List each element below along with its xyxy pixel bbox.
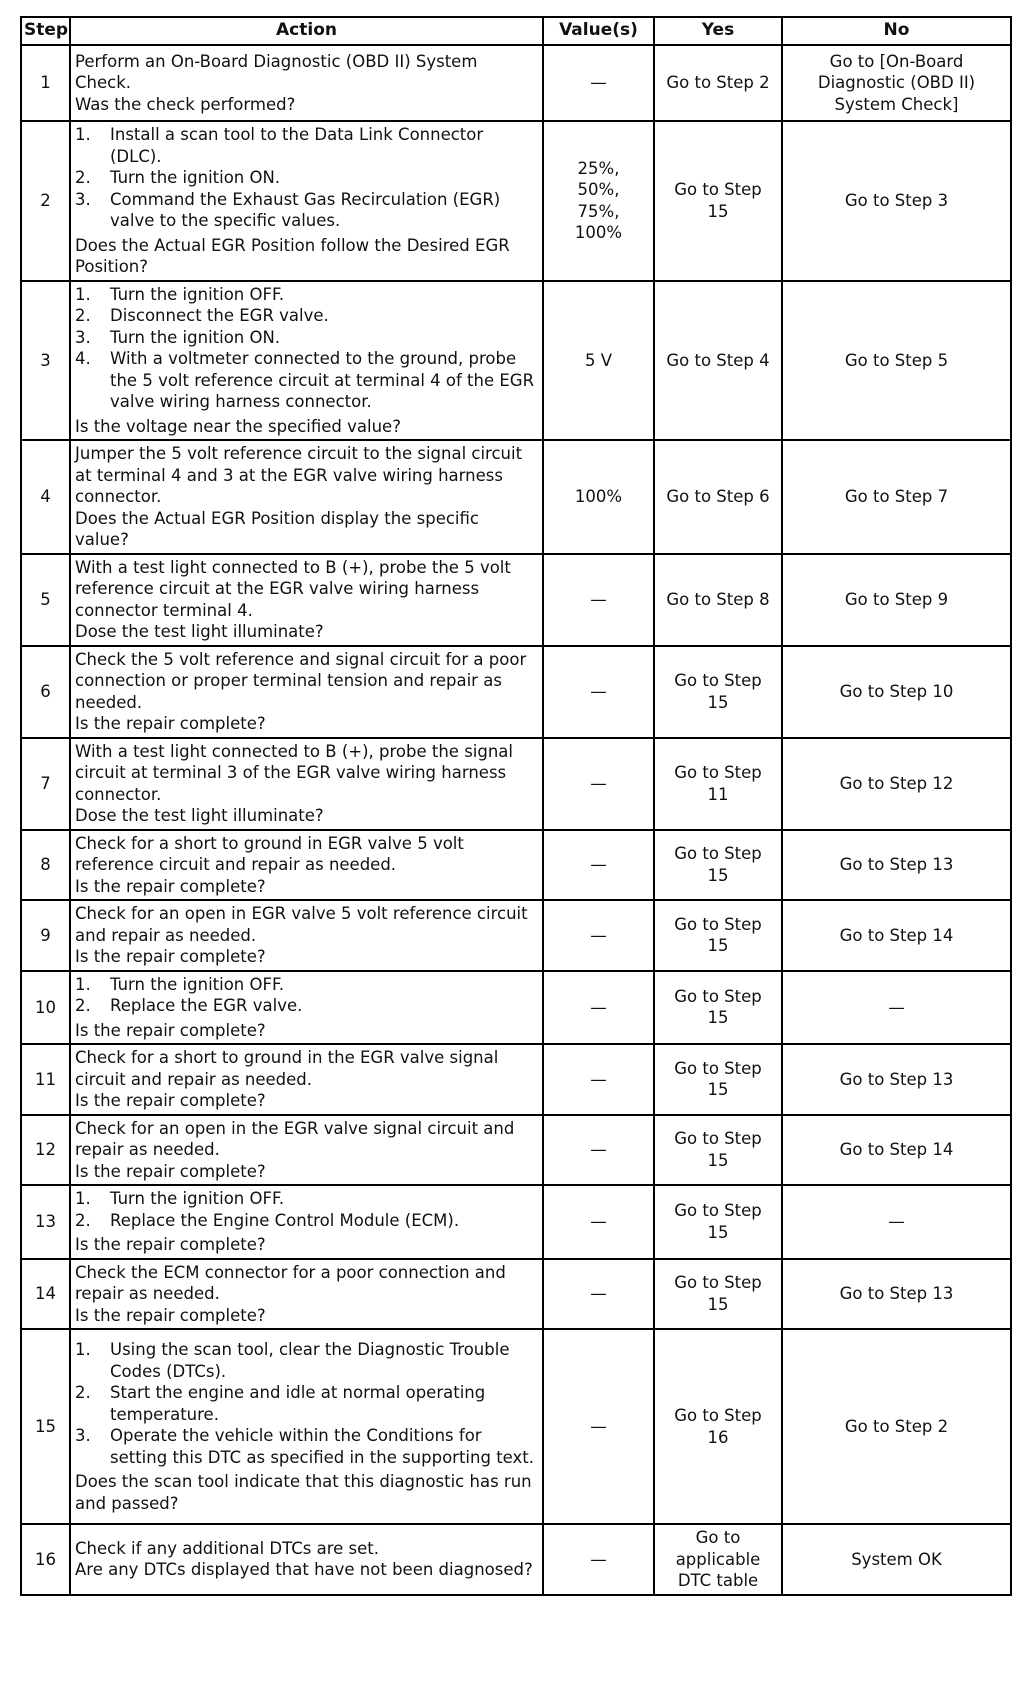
- value-cell: 100%: [543, 440, 654, 554]
- action-step-text: With a voltmeter connected to the ground, probe the 5 volt reference circuit at terminal 4 of the EGR valve wiring harness connector.: [110, 349, 535, 411]
- step-number: 4: [21, 440, 70, 554]
- action-steps-list: [75, 1339, 538, 1468]
- yes-cell: Go to Step 15: [654, 121, 782, 281]
- value-cell: —: [543, 900, 654, 971]
- no-cell: System OK: [782, 1524, 1011, 1595]
- action-cell: [70, 1115, 543, 1186]
- action-cell: [70, 121, 543, 281]
- action-cell: [70, 738, 543, 830]
- yes-cell: Go to applicable DTC table: [654, 1524, 782, 1595]
- yes-cell: Go to Step 16: [654, 1329, 782, 1524]
- no-cell: Go to Step 2: [782, 1329, 1011, 1524]
- action-step-number: 1.: [75, 125, 91, 144]
- action-step-item: [75, 167, 538, 189]
- action-question: Is the repair complete?: [75, 1020, 266, 1040]
- value-cell: 5 V: [543, 281, 654, 441]
- no-cell: —: [782, 971, 1011, 1045]
- value-cell: —: [543, 1259, 654, 1330]
- action-step-number: 2.: [75, 1383, 91, 1402]
- table-row: [21, 1185, 1011, 1259]
- action-step-text: Operate the vehicle within the Conditions for setting this DTC as specified in the supporting text.: [110, 1426, 535, 1467]
- action-question: Is the repair complete?: [75, 947, 266, 966]
- action-step-number: 1.: [75, 1340, 91, 1359]
- action-step-item: [75, 348, 538, 413]
- action-step-number: 2.: [75, 168, 91, 187]
- value-cell: —: [543, 1044, 654, 1115]
- yes-cell: Go to Step 11: [654, 738, 782, 830]
- action-question: Does the Actual EGR Position display the specific value?: [75, 508, 479, 549]
- table-row: [21, 45, 1011, 121]
- yes-cell: Go to Step 15: [654, 1115, 782, 1186]
- action-steps-list: [75, 1188, 538, 1231]
- action-question: Is the voltage near the specified value?: [75, 416, 401, 436]
- no-cell: Go to Step 13: [782, 1259, 1011, 1330]
- action-step-item: [75, 1425, 538, 1468]
- value-cell: —: [543, 646, 654, 738]
- table-row: [21, 1115, 1011, 1186]
- action-step-number: 1.: [75, 284, 91, 304]
- table-row: [21, 646, 1011, 738]
- table-header-row: [21, 17, 1011, 45]
- action-step-item: [75, 305, 538, 327]
- action-step-text: Turn the ignition ON.: [110, 168, 281, 187]
- action-text: With a test light connected to B (+), probe the 5 volt reference circuit at the EGR valve wiring harness connector terminal 4.: [75, 557, 511, 620]
- action-step-text: Using the scan tool, clear the Diagnostic Trouble Codes (DTCs).: [110, 1340, 510, 1381]
- diagnostic-table-page: [20, 16, 1010, 1596]
- no-cell: Go to Step 12: [782, 738, 1011, 830]
- action-text: Check for an open in EGR valve 5 volt reference circuit and repair as needed.: [75, 904, 528, 945]
- action-text: Check if any additional DTCs are set.: [75, 1538, 379, 1558]
- action-step-item: [75, 1382, 538, 1425]
- action-step-number: 4.: [75, 349, 91, 368]
- action-cell: [70, 1259, 543, 1330]
- table-row: [21, 1259, 1011, 1330]
- step-number: 9: [21, 900, 70, 971]
- action-text: Jumper the 5 volt reference circuit to the signal circuit at terminal 4 and 3 at the EGR valve wiring harness connector.: [75, 444, 523, 506]
- no-cell: Go to Step 14: [782, 1115, 1011, 1186]
- table-row: [21, 830, 1011, 901]
- action-step-item: [75, 189, 538, 232]
- header-values: Value(s): [543, 17, 654, 45]
- step-number: 14: [21, 1259, 70, 1330]
- value-cell: —: [543, 554, 654, 646]
- action-step-text: Turn the ignition ON.: [110, 327, 281, 347]
- action-cell: [70, 1044, 543, 1115]
- table-row: [21, 1524, 1011, 1595]
- action-question: Is the repair complete?: [75, 1305, 266, 1325]
- value-cell: —: [543, 1329, 654, 1524]
- action-cell: [70, 646, 543, 738]
- action-steps-list: [75, 124, 538, 232]
- yes-cell: Go to Step 15: [654, 830, 782, 901]
- no-cell: Go to Step 10: [782, 646, 1011, 738]
- table-row: [21, 281, 1011, 441]
- header-step: Step: [21, 17, 70, 45]
- step-number: 8: [21, 830, 70, 901]
- action-step-text: Turn the ignition OFF.: [110, 974, 285, 994]
- table-row: [21, 1329, 1011, 1524]
- step-number: 3: [21, 281, 70, 441]
- step-number: 15: [21, 1329, 70, 1524]
- value-cell: —: [543, 45, 654, 121]
- yes-cell: Go to Step 15: [654, 971, 782, 1045]
- header-action: Action: [70, 17, 543, 45]
- table-body: [21, 45, 1011, 1595]
- value-cell: 25%, 50%, 75%, 100%: [543, 121, 654, 281]
- table-row: [21, 1044, 1011, 1115]
- action-cell: [70, 1185, 543, 1259]
- no-cell: Go to Step 3: [782, 121, 1011, 281]
- no-cell: Go to Step 14: [782, 900, 1011, 971]
- action-question: Does the scan tool indicate that this diagnostic has run and passed?: [75, 1472, 532, 1513]
- value-cell: —: [543, 971, 654, 1045]
- action-question: Is the repair complete?: [75, 714, 266, 733]
- action-step-item: [75, 995, 538, 1017]
- action-step-item: [75, 1339, 538, 1382]
- header-yes: Yes: [654, 17, 782, 45]
- yes-cell: Go to Step 15: [654, 646, 782, 738]
- action-question: Dose the test light illuminate?: [75, 622, 324, 641]
- no-cell: —: [782, 1185, 1011, 1259]
- action-step-item: [75, 974, 538, 996]
- action-step-number: 2.: [75, 1210, 91, 1230]
- no-cell: Go to Step 7: [782, 440, 1011, 554]
- yes-cell: Go to Step 15: [654, 1185, 782, 1259]
- yes-cell: Go to Step 6: [654, 440, 782, 554]
- action-text: Check the 5 volt reference and signal circuit for a poor connection or proper terminal tension and repair as needed.: [75, 649, 527, 712]
- yes-cell: Go to Step 15: [654, 1044, 782, 1115]
- no-cell: Go to Step 5: [782, 281, 1011, 441]
- action-step-text: Start the engine and idle at normal operating temperature.: [110, 1383, 486, 1424]
- action-step-text: Disconnect the EGR valve.: [110, 306, 329, 325]
- step-number: 11: [21, 1044, 70, 1115]
- action-step-item: [75, 1188, 538, 1210]
- value-cell: —: [543, 1115, 654, 1186]
- diagnostic-table: [20, 16, 1012, 1596]
- value-cell: —: [543, 830, 654, 901]
- no-cell: Go to Step 13: [782, 830, 1011, 901]
- action-cell: [70, 440, 543, 554]
- action-step-text: Replace the Engine Control Module (ECM).: [110, 1210, 460, 1230]
- step-number: 1: [21, 45, 70, 121]
- action-text: Perform an On-Board Diagnostic (OBD II) System Check.: [75, 51, 478, 93]
- action-cell: [70, 45, 543, 121]
- action-step-text: Install a scan tool to the Data Link Connector (DLC).: [110, 125, 484, 166]
- action-step-text: Turn the ignition OFF.: [110, 1189, 285, 1208]
- yes-cell: Go to Step 2: [654, 45, 782, 121]
- action-step-number: 3.: [75, 189, 91, 209]
- yes-cell: Go to Step 4: [654, 281, 782, 441]
- action-step-number: 3.: [75, 327, 91, 347]
- action-question: Is the repair complete?: [75, 1161, 266, 1181]
- action-step-item: [75, 327, 538, 349]
- yes-cell: Go to Step 15: [654, 900, 782, 971]
- action-question: Is the repair complete?: [75, 1235, 266, 1254]
- value-cell: —: [543, 738, 654, 830]
- action-question: Is the repair complete?: [75, 1091, 266, 1110]
- action-step-number: 2.: [75, 996, 91, 1015]
- action-step-item: [75, 124, 538, 167]
- header-no: No: [782, 17, 1011, 45]
- action-steps-list: [75, 284, 538, 413]
- table-row: [21, 738, 1011, 830]
- step-number: 12: [21, 1115, 70, 1186]
- action-step-item: [75, 284, 538, 306]
- no-cell: Go to Step 13: [782, 1044, 1011, 1115]
- step-number: 16: [21, 1524, 70, 1595]
- action-step-number: 1.: [75, 1189, 91, 1208]
- action-text: Check for an open in the EGR valve signal circuit and repair as needed.: [75, 1118, 515, 1159]
- step-number: 13: [21, 1185, 70, 1259]
- action-step-item: [75, 1210, 538, 1232]
- action-steps-list: [75, 974, 538, 1017]
- action-text: Check for a short to ground in the EGR valve signal circuit and repair as needed.: [75, 1048, 499, 1089]
- no-cell: Go to Step 9: [782, 554, 1011, 646]
- step-number: 6: [21, 646, 70, 738]
- action-text: Check for a short to ground in EGR valve 5 volt reference circuit and repair as needed.: [75, 833, 464, 874]
- action-step-number: 3.: [75, 1426, 91, 1445]
- action-question: Dose the test light illuminate?: [75, 806, 324, 825]
- action-cell: [70, 1524, 543, 1595]
- action-step-text: Command the Exhaust Gas Recirculation (EGR) valve to the specific values.: [110, 189, 501, 230]
- action-cell: [70, 554, 543, 646]
- action-cell: [70, 971, 543, 1045]
- step-number: 5: [21, 554, 70, 646]
- action-cell: [70, 281, 543, 441]
- action-step-text: Replace the EGR valve.: [110, 996, 303, 1015]
- table-row: [21, 121, 1011, 281]
- table-row: [21, 971, 1011, 1045]
- action-step-number: 2.: [75, 306, 91, 325]
- action-cell: [70, 1329, 543, 1524]
- action-question: Was the check performed?: [75, 94, 296, 114]
- table-row: [21, 900, 1011, 971]
- action-question: Does the Actual EGR Position follow the Desired EGR Position?: [75, 235, 510, 276]
- action-text: Check the ECM connector for a poor connection and repair as needed.: [75, 1262, 506, 1303]
- step-number: 2: [21, 121, 70, 281]
- action-question: Is the repair complete?: [75, 876, 266, 896]
- table-row: [21, 440, 1011, 554]
- step-number: 10: [21, 971, 70, 1045]
- action-question: Are any DTCs displayed that have not been diagnosed?: [75, 1560, 533, 1580]
- action-cell: [70, 900, 543, 971]
- yes-cell: Go to Step 15: [654, 1259, 782, 1330]
- action-text: With a test light connected to B (+), probe the signal circuit at terminal 3 of the EGR valve wiring harness connector.: [75, 741, 514, 804]
- action-step-number: 1.: [75, 974, 91, 994]
- table-row: [21, 554, 1011, 646]
- step-number: 7: [21, 738, 70, 830]
- value-cell: —: [543, 1524, 654, 1595]
- value-cell: —: [543, 1185, 654, 1259]
- no-cell: Go to [On-Board Diagnostic (OBD II) System Check]: [782, 45, 1011, 121]
- action-cell: [70, 830, 543, 901]
- yes-cell: Go to Step 8: [654, 554, 782, 646]
- action-step-text: Turn the ignition OFF.: [110, 284, 285, 304]
